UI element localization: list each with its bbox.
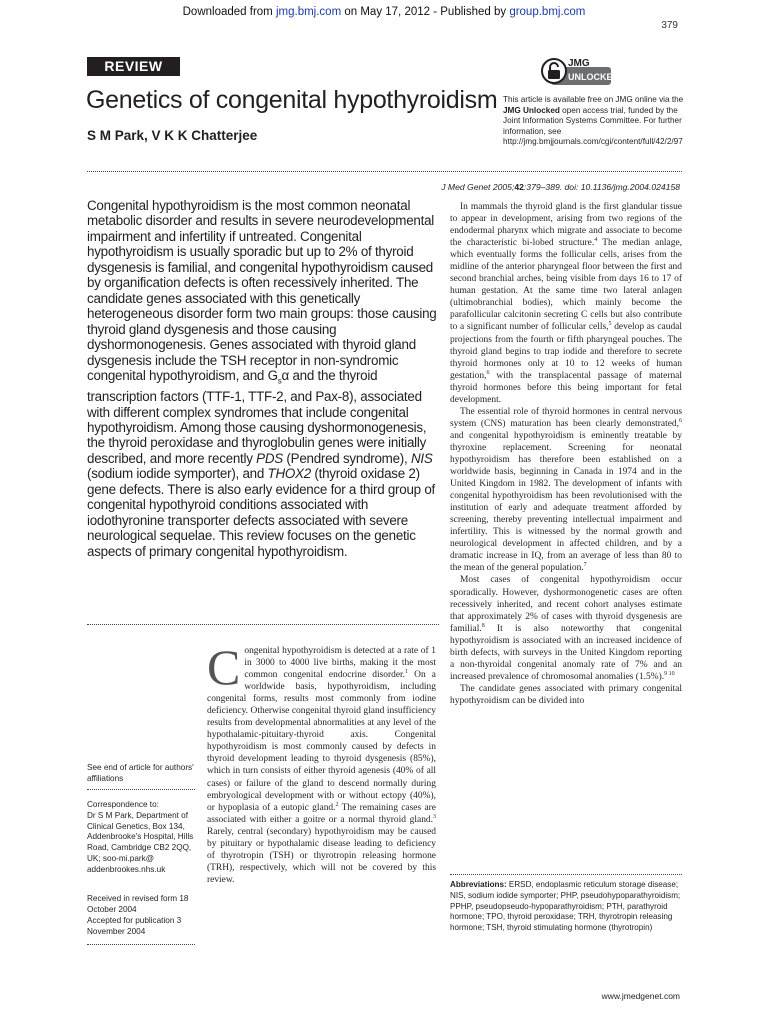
correspondence-body: Dr S M Park, Department of Clinical Genetics, Box 134, Addenbrooke's Hospital, Hills Road, Cambridge CB2 2QQ, UK; soo-mi.park@ addenbrookes.nhs.uk: [87, 810, 194, 874]
body-paragraph: Most cases of congenital hypothyroidism occur sporadically. However, dyshormonogenetic cases are often recessively inherited, and recent cohort analyses estimate that approximately 2% of cases with thyroid dysgenesis are familial.$^8$ It is also noteworthy that congenital hypothyroidism is associated with an increased incidence of birth defects, with surveys in the United Kingdom reporting a non-thyroidal congenital anomaly rate of 7% and an increased prevalence of chromosomal anomalies (1.5%).$^{9 10}$: [450, 575, 682, 682]
site-link[interactable]: jmg.bmj.com: [275, 6, 342, 18]
download-date: on May 17, 2012 - Published by: [344, 6, 507, 18]
article-title: Genetics of congenital hypothyroidism: [86, 86, 498, 114]
sidebar-divider-2: [87, 944, 195, 945]
drop-cap: C: [207, 639, 241, 695]
accepted-date: Accepted for publication 3 November 2004: [87, 916, 182, 936]
abbrev-divider: [450, 874, 682, 875]
download-banner: [0, 6, 768, 18]
logo-text-bottom: UNLOCKED: [568, 72, 619, 82]
body-column-right: [450, 201, 682, 707]
abbreviations-box: [450, 880, 682, 934]
correspondence-label: Correspondence to:: [87, 800, 159, 809]
body-column-middle: [207, 639, 436, 886]
downloaded-prefix: Downloaded from: [182, 6, 273, 18]
jmg-unlocked-logo: [541, 56, 619, 88]
sidebar-divider-1: [87, 789, 195, 790]
correspondence: [87, 800, 197, 876]
jmg-unlocked-bold: JMG Unlocked: [503, 105, 560, 115]
page-number: 379: [661, 20, 678, 31]
journal-citation: J Med Genet 2005;42:379–389. doi: 10.1136/jmg.2004.024158: [441, 182, 680, 192]
body-paragraph: The candidate genes associated with primary congenital hypothyroidism can be divided into: [450, 683, 682, 706]
abstract-divider: [87, 624, 439, 625]
section-label: REVIEW: [87, 57, 180, 76]
open-access-note: This article is available free on JMG online via the JMG Unlocked open access trial, funded by the Joint Information Systems Committee. For further information, see http://jmg.bmjjournals.com/cgi/content/full/42/2/97: [503, 95, 684, 147]
footer-url[interactable]: www.jmedgenet.com: [601, 991, 680, 1001]
abbreviations-label: Abbreviations:: [450, 880, 507, 889]
intro-paragraph: Congenital hypothyroidism is detected at a rate of 1 in 3000 to 4000 live births, making it the most common congenital endocrine disorder.$^1$ On a worldwide basis, hypothyroidism, including congenital forms, results most commonly from iodine deficiency. Otherwise congenital thyroid gland insufficiency results from developmental abnormalities at any level of the hypothalamic-pituitary-thyroid axis. Congenital hypothyroidism is most commonly caused by defects in thyroid development leading to thyroid dysgenesis (85%), which in turn consists of either thyroid agenesis (40% of all cases) or failure of the gland to descend normally during embryological development with or without ectopy (40%), or hypoplasia of a eutopic gland.$^2$ The remaining cases are associated with either a goitre or a normal thyroid gland.$^3$ Rarely, central (secondary) hypothyroidism may be caused by pituitary or hypothalamic disease leading to deficiency of thyrotropin (TSH) or thyrotropin releasing hormone (TRH), respectively, which will not be covered by this review.: [207, 639, 436, 885]
article-authors: S M Park, V K K Chatterjee: [87, 128, 258, 143]
body-paragraph: The essential role of thyroid hormones in central nervous system (CNS) maturation has been clearly demonstrated,$^6$ and congenital hypothyroidism is eminently treatable by thyroxine replacement. Screening for neonatal hypothyroidism has therefore been established on a worldwide basis, beginning in Canada in 1974 and in the United Kingdom in 1982. The development of infants with congenital hypothyroidism has been revolutionised with the institution of early and adequate treatment afforded by screening, thereby preventing intellectual impairment and infertility. This is witnessed by the normal growth and neurological development in affected children, and by a dramatic increase in IQ, from an average of less than 80 to the mean of the general population.$^7$: [450, 406, 682, 574]
affiliations-note: See end of article for authors' affiliations: [87, 763, 194, 783]
received-date: Received in revised form 18 October 2004: [87, 894, 189, 914]
logo-text-top: JMG: [568, 58, 590, 69]
header-divider: [87, 171, 682, 172]
body-paragraph: In mammals the thyroid gland is the first glandular tissue to appear in development, arising from two regions of the endodermal pharynx which migrate and associate to become the characteristic bi-lobed structure.$^4$ The median anlage, which eventually forms the follicular cells, arises from the midline of the anterior pharyngeal floor between the first and second branchial arches, being visible from days 16 to 17 of human gestation. At the same time two lateral anlagen (ultimobranchial bodies), which mainly become the parafollicular calcitonin secreting C cells but also contribute to a significant number of follicular cells,$^5$ develop as caudal projections from the fourth or fifth pharyngeal pouches. The thyroid gland begins to trap iodide and therefore to secrete thyroid hormones only at 10 to 12 weeks of human gestation,$^6$ with the transplacental passage of maternal thyroid hormones before this being important for fetal development.: [450, 202, 683, 405]
publisher-link[interactable]: group.bmj.com: [509, 6, 586, 18]
abbreviations-text: ERSD, endoplasmic reticulum storage disease; NIS, sodium iodide symporter; PHP, pseudohypoparathyroidism; PPHP, pseudopseudo-hypoparathyroidism; PTH, parathyroid hormone; TPO, thyroid peroxidase; TRH, thyrotropin releasing hormone; TSH, thyroid stimulating hormone (thyrotropin): [450, 880, 681, 933]
abstract: Congenital hypothyroidism is the most common neonatal metabolic disorder and results in severe neurodevelopmental impairment and infertility if untreated. Congenital hypothyroidism is usually sporadic but up to 2% of thyroid dysgenesis is familial, and congenital hypothyroidism caused by organification defects is often recessively inherited. The candidate genes associated with this genetically heterogeneous disorder form two main groups: those causing thyroid gland dysgenesis and those causing dyshormonogenesis. Genes associated with thyroid gland dysgenesis include the TSH receptor in non-syndromic congenital hypothyroidism, and $G_s\alpha$ and the thyroid transcription factors (TTF-1, TTF-2, and Pax-8), associated with different complex syndromes that include congenital hypothyroidism. Among those causing dyshormonogenesis, the thyroid peroxidase and thyroglobulin genes were initially described, and more recently PDS (Pendred syndrome), NIS (sodium iodide symporter), and THOX2 (thyroid oxidase 2) gene defects. There is also early evidence for a third group of congenital hypothyroid conditions associated with iodothyronine transporter defects associated with severe neurological sequelae. This review focuses on the genetic aspects of primary congenital hypothyroidism.: [87, 198, 437, 559]
